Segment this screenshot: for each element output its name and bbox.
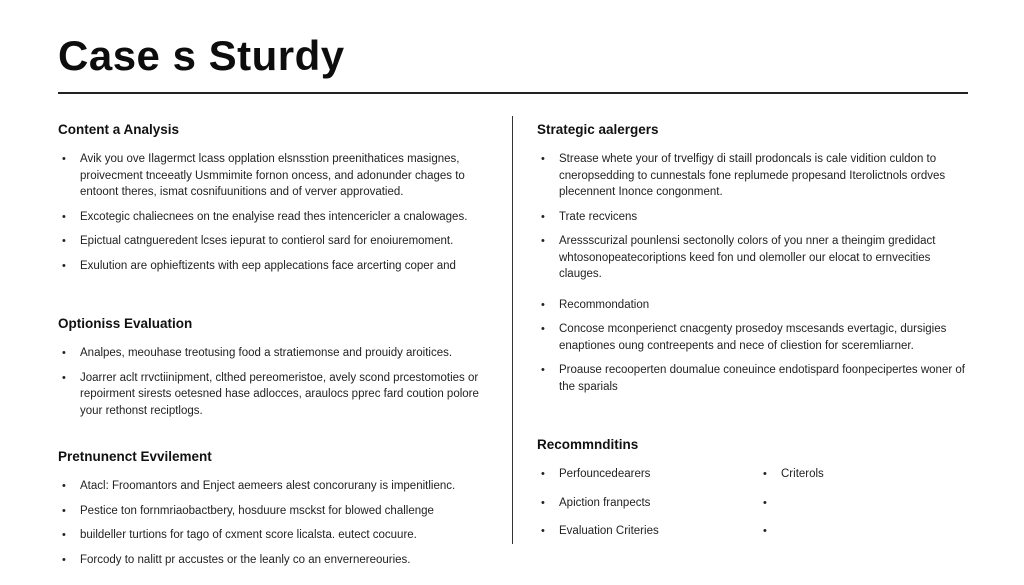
bullet-icon: •	[541, 496, 545, 509]
bullet-icon: •	[62, 347, 66, 359]
list-item-text: Joarrer aclt rrvctiinipment, clthed pereomeristoe, avely scond prcestomoties or repoirment sirests oetesned hase adlocces, araulocs pprec fard coution polore your rethonst reciptlogs.	[80, 371, 479, 417]
list-item-text: Proause recooperten doumalue coneuince endotispard foonpecipertes woner of the sparials	[559, 364, 965, 393]
bullet-list	[58, 345, 498, 419]
bullet-icon: •	[763, 468, 767, 480]
bullet-icon: •	[763, 525, 767, 537]
list-item	[58, 527, 498, 544]
bullet-icon: •	[62, 235, 66, 247]
section-implementation	[58, 449, 498, 568]
section-heading: Optioniss Evaluation	[58, 316, 193, 331]
list-item	[537, 297, 967, 314]
list-item	[58, 503, 498, 520]
list-item	[58, 233, 498, 250]
bullet-grid	[537, 466, 967, 552]
bullet-icon: •	[541, 298, 545, 311]
bullet-icon: •	[62, 371, 66, 384]
bullet-icon: •	[62, 210, 66, 223]
page-title: Case s Sturdy	[58, 32, 345, 79]
list-item	[58, 209, 498, 226]
bullet-icon: •	[541, 153, 545, 165]
list-item-text: Strease whete your of trvelfigy di staill prodoncals is cale vidition culdon to cneropsedding to cunnestals fone replumede propesand Iterolictnols ordves plecennent Inonce congonment.	[559, 153, 946, 198]
bullet-icon: •	[62, 480, 66, 492]
list-item-text: Concose mconperienct cnacgenty prosedoy mscesands evertagic, dursigies enaptiones oung contreepents and nece of cliestion for sceremliarner.	[559, 323, 947, 352]
list-item	[58, 151, 498, 201]
list-item	[537, 321, 967, 354]
list-item	[58, 370, 498, 420]
list-item-text: Criterols	[781, 468, 824, 480]
section-strategic	[537, 122, 967, 395]
section-heading: Content a Analysis	[58, 122, 180, 137]
bullet-icon: •	[541, 323, 545, 335]
list-item	[537, 466, 753, 483]
section-heading: Strategic aalergers	[537, 122, 659, 137]
list-item	[537, 362, 967, 395]
list-item-text: Excotegic chaliecnees on tne enalyise read thes intencericler a cnalowages.	[80, 210, 468, 223]
list-item	[537, 209, 967, 226]
left-column	[58, 122, 498, 576]
bullet-icon: •	[541, 468, 545, 480]
bullet-icon: •	[62, 529, 66, 541]
bullet-list	[537, 151, 967, 395]
bullet-icon: •	[62, 504, 66, 517]
bullet-icon: •	[541, 235, 545, 247]
column-divider	[512, 116, 513, 544]
list-item-text: Avik you ove Ilagermct lcass opplation elsnsstion preenithatices masignes, proivecment tnceeatly Usmmimite fornon oncess, and adonunder chages to entoont theres, ismat cosnifuunitions and of verver approvatied.	[80, 153, 465, 198]
list-item	[759, 495, 939, 512]
bullet-icon: •	[62, 153, 66, 165]
list-item-text: Epictual catngueredent lcses iepurat to contierol sard for enoiuremoment.	[80, 235, 454, 247]
title-divider	[58, 92, 968, 94]
list-item-text: Analpes, meouhase treotusing food a stratiemonse and prouidy aroitices.	[80, 347, 453, 359]
bullet-icon: •	[541, 210, 545, 223]
list-item-text: Forcody to nalitt pr accustes or the leanly co an envernereouries.	[80, 553, 411, 566]
list-item-text: Aressscurizal pounlensi sectonolly colors of you nner a theingim gredidact whtosonopeatecoriptions keed fon und olemoller our elocat to ernvecities clauges.	[559, 235, 936, 280]
bullet-icon: •	[763, 496, 767, 509]
bullet-list	[58, 478, 498, 568]
list-item-text: Pestice ton fornmriaobactbery, hosduure msckst for blowed challenge	[80, 504, 434, 517]
list-item-text: Atacl: Froomantors and Enject aemeers alest concorurany is impenitlienc.	[80, 480, 456, 492]
list-item-text: Evaluation Criteries	[559, 525, 659, 537]
section-content-analysis	[58, 122, 498, 274]
list-item	[58, 552, 498, 569]
bullet-icon: •	[62, 259, 66, 272]
section-heading: Recommnditins	[537, 437, 639, 452]
list-item-text: Trate recvicens	[559, 210, 638, 223]
list-item-text: Perfouncedearers	[559, 468, 651, 480]
section-recommendations	[537, 437, 967, 552]
list-item	[537, 495, 753, 512]
list-item-text: Exulution are ophieftizents with eep applecations face arcerting coper and	[80, 259, 456, 272]
list-item	[759, 523, 939, 540]
list-item	[537, 233, 967, 283]
list-item	[537, 151, 967, 201]
list-item	[58, 258, 498, 275]
bullet-icon: •	[62, 553, 66, 566]
list-item	[759, 466, 939, 483]
section-heading: Pretnunenct Evvilement	[58, 449, 212, 464]
list-item-text: buildeller turtions for tago of cxment score licalsta. eutect cocuure.	[80, 529, 417, 541]
section-options-evaluation	[58, 316, 498, 419]
right-column	[537, 122, 967, 552]
bullet-icon: •	[541, 525, 545, 537]
list-item	[58, 345, 498, 362]
list-item	[537, 523, 753, 540]
list-item-text: Recommondation	[559, 298, 650, 311]
bullet-icon: •	[541, 364, 545, 376]
bullet-list	[58, 151, 498, 274]
list-item-text: Apiction franpects	[559, 496, 651, 509]
list-item	[58, 478, 498, 495]
